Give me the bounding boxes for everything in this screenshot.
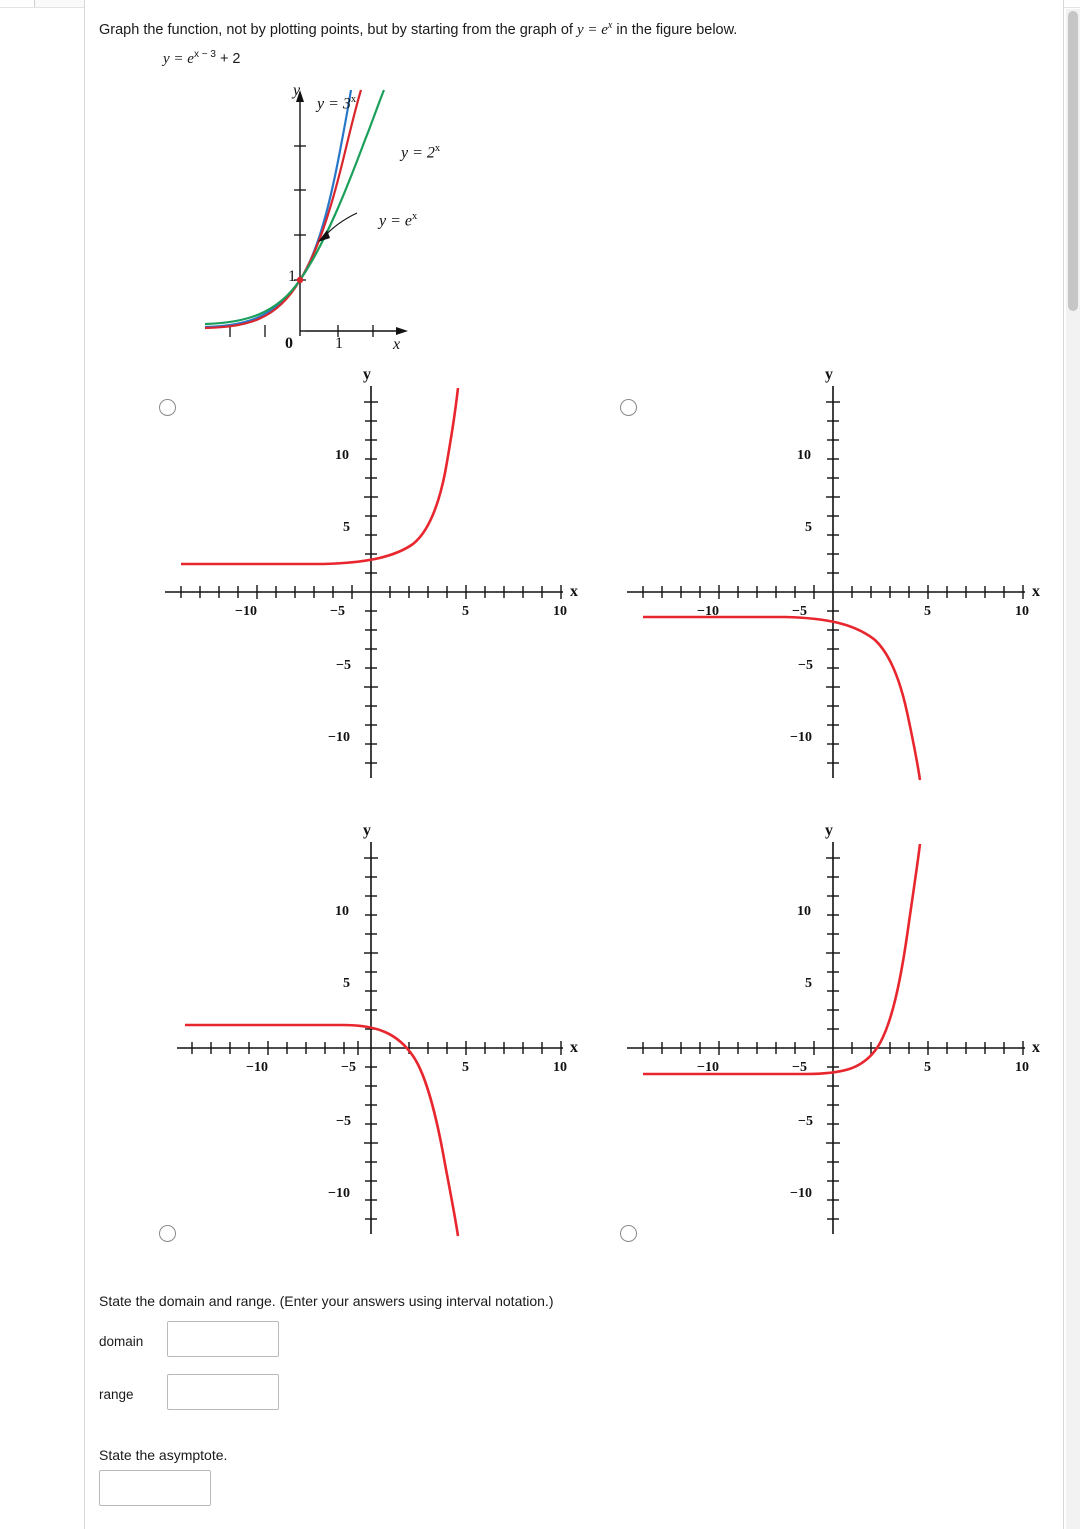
option-c-graph (93, 824, 583, 1244)
option-c-ytick-10: 10 (335, 904, 349, 919)
option-d-xtick-5: 5 (924, 1060, 931, 1075)
scrollbar-thumb[interactable] (1068, 11, 1078, 311)
option-c-xtick--10: −10 (246, 1060, 268, 1075)
left-gutter (0, 0, 84, 1529)
page-scrollbar[interactable] (1066, 9, 1080, 1529)
option-d-radio[interactable] (620, 1225, 637, 1242)
option-d-ytick--5: −5 (798, 1114, 813, 1129)
range-input-wrap[interactable] (167, 1374, 279, 1410)
option-d-xtick--5: −5 (792, 1060, 807, 1075)
figure-y-axis-label: y (293, 82, 301, 99)
question-prompt (99, 20, 737, 39)
option-a-x-axis-label: x (570, 583, 578, 600)
option-b-y-axis-label: y (825, 366, 833, 383)
option-d-xtick-10: 10 (1015, 1060, 1029, 1075)
figure-x-axis-label: x (393, 336, 401, 353)
option-b-ytick-5: 5 (805, 520, 812, 535)
option-a-xtick--5: −5 (330, 604, 345, 619)
option-d-graph (555, 824, 1045, 1244)
prompt-inline-math: $y = e^x$ (576, 20, 613, 38)
asymptote-input[interactable] (100, 1471, 210, 1505)
reference-figure-svg (205, 78, 525, 368)
answer-option-c[interactable] (93, 824, 583, 1279)
option-d-ytick--10: −10 (790, 1186, 812, 1201)
function-suffix: + 2 (219, 50, 241, 67)
prompt-text-part2: in the figure below. (616, 22, 738, 38)
figure-origin-label: 0 (285, 335, 293, 352)
asymptote-instruction: State the asymptote. (99, 1447, 228, 1463)
option-c-x-axis-label: x (570, 1039, 578, 1056)
option-b-ytick--10: −10 (790, 730, 812, 745)
figure-x-arrow (396, 327, 408, 335)
option-c-xtick-5: 5 (462, 1060, 469, 1075)
option-a-ytick--5: −5 (336, 658, 351, 673)
figure-label-ex: $y = e^x$ (379, 211, 418, 230)
figure-label-2x: $y = 2^x$ (401, 143, 441, 162)
option-b-xtick--5: −5 (792, 604, 807, 619)
range-label: range (99, 1387, 134, 1402)
option-c-xtick--5: −5 (341, 1060, 356, 1075)
reference-figure (205, 78, 525, 368)
option-b-xtick-10: 10 (1015, 604, 1029, 619)
answer-option-b[interactable] (555, 368, 1045, 823)
figure-tick-y-1: 1 (288, 268, 296, 285)
range-input[interactable] (168, 1375, 278, 1409)
option-b-graph (555, 368, 1045, 788)
option-d-ytick-10: 10 (797, 904, 811, 919)
option-a-graph (93, 368, 583, 788)
domain-range-instruction: State the domain and range. (Enter your answers using interval notation.) (99, 1293, 554, 1309)
option-c-xtick-10: 10 (553, 1060, 567, 1075)
figure-label-3x: $y = 3^x$ (317, 94, 357, 113)
question-page (84, 0, 1064, 1529)
option-d-y-axis-label: y (825, 822, 833, 839)
option-a-ytick--10: −10 (328, 730, 350, 745)
option-c-ytick--10: −10 (328, 1186, 350, 1201)
option-a-xtick-5: 5 (462, 604, 469, 619)
option-a-xtick--10: −10 (235, 604, 257, 619)
domain-input[interactable] (168, 1322, 278, 1356)
option-b-x-axis-label: x (1032, 583, 1040, 600)
option-b-xtick--10: −10 (697, 604, 719, 619)
function-prefix: y = e (163, 50, 194, 67)
option-d-x-axis-label: x (1032, 1039, 1040, 1056)
option-c-ytick-5: 5 (343, 976, 350, 991)
option-a-curve (181, 388, 458, 564)
function-expression (163, 49, 241, 68)
figure-curve-ex (205, 90, 384, 324)
figure-tick-x-1: 1 (335, 335, 343, 352)
option-a-xtick-10: 10 (553, 604, 567, 619)
option-b-ytick--5: −5 (798, 658, 813, 673)
option-b-curve (643, 617, 920, 780)
option-d-ytick-5: 5 (805, 976, 812, 991)
domain-input-wrap[interactable] (167, 1321, 279, 1357)
figure-point-0-1 (297, 277, 303, 283)
option-c-y-axis-label: y (363, 822, 371, 839)
option-a-ytick-10: 10 (335, 448, 349, 463)
answer-option-a[interactable] (93, 368, 583, 823)
option-d-curve (643, 844, 920, 1074)
asymptote-input-wrap[interactable] (99, 1470, 211, 1506)
option-a-radio[interactable] (159, 399, 176, 416)
prompt-text-part1: Graph the function, not by plotting points, but by starting from the graph of (99, 22, 573, 38)
option-b-xtick-5: 5 (924, 604, 931, 619)
option-b-ytick-10: 10 (797, 448, 811, 463)
option-a-y-axis-label: y (363, 366, 371, 383)
option-c-radio[interactable] (159, 1225, 176, 1242)
option-c-ytick--5: −5 (336, 1114, 351, 1129)
option-c-curve (185, 1025, 458, 1236)
answer-option-d[interactable] (555, 824, 1045, 1279)
function-exponent: x − 3 (193, 49, 216, 60)
option-d-xtick--10: −10 (697, 1060, 719, 1075)
domain-label: domain (99, 1334, 144, 1349)
option-a-ytick-5: 5 (343, 520, 350, 535)
option-b-radio[interactable] (620, 399, 637, 416)
